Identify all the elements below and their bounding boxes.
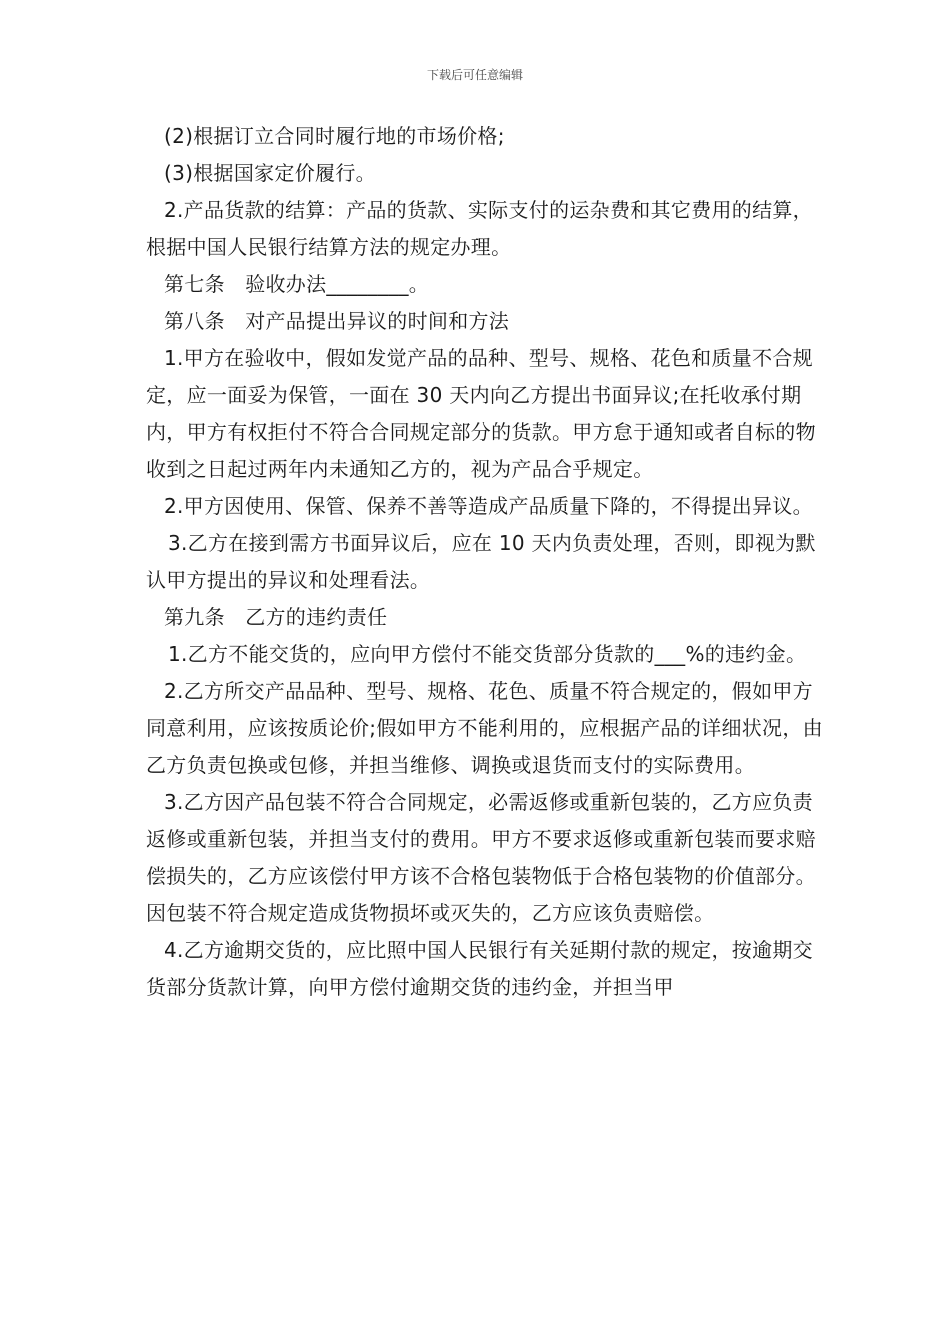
paragraph-liability-late-delivery: 4.乙方逾期交货的，应比照中国人民银行有关延期付款的规定，按逾期交货部分货款计算，向甲方偿付逾期交货的违约金，并担当甲 xyxy=(146,938,813,999)
paragraph-price-state: (3)根据国家定价履行。 xyxy=(164,161,376,185)
paragraph-objection-misuse: 2.甲方因使用、保管、保养不善等造成产品质量下降的，不得提出异议。 xyxy=(164,494,813,518)
paragraph-objection-inspection: 1.甲方在验收中，假如发觉产品的品种、型号、规格、花色和质量不合规定，应一面妥为保管，一面在 30 天内向乙方提出书面异议;在托收承付期内，甲方有权拒付不符合合同规定部分的货款。甲方怠于通知或者自标的物收到之日起过两年内未通知乙方的，视为产品合乎规定。 xyxy=(146,346,816,481)
paragraph-settlement: 2.产品货款的结算：产品的货款、实际支付的运杂费和其它费用的结算，根据中国人民银行结算方法的规定办理。 xyxy=(146,198,813,259)
page-header: 下载后可任意编辑 xyxy=(426,68,523,82)
article-seven-heading: 第七条 验收办法________。 xyxy=(164,272,430,296)
article-eight-heading: 第八条 对产品提出异议的时间和方法 xyxy=(164,309,510,333)
paragraph-liability-no-delivery: 1.乙方不能交货的，应向甲方偿付不能交货部分货款的___%的违约金。 xyxy=(168,642,807,666)
document-body xyxy=(146,118,826,1006)
paragraph-liability-packaging: 3.乙方因产品包装不符合合同规定，必需返修或重新包装的，乙方应负责返修或重新包装，并担当支付的费用。甲方不要求返修或重新包装而要求赔偿损失的，乙方应该偿付甲方该不合格包装物低于合格包装物的价值部分。因包装不符合规定造成货物损坏或灭失的，乙方应该负责赔偿。 xyxy=(146,790,816,925)
article-nine-heading: 第九条 乙方的违约责任 xyxy=(164,605,388,629)
paragraph-liability-quality: 2.乙方所交产品品种、型号、规格、花色、质量不符合规定的，假如甲方同意利用，应该按质论价;假如甲方不能利用的，应根据产品的详细状况，由乙方负责包换或包修，并担当维修、调换或退货而支付的实际费用。 xyxy=(146,679,823,777)
paragraph-price-market: (2)根据订立合同时履行地的市场价格; xyxy=(164,124,505,148)
paragraph-objection-handling: 3.乙方在接到需方书面异议后，应在 10 天内负责处理，否则，即视为默认甲方提出的异议和处理看法。 xyxy=(146,531,816,592)
